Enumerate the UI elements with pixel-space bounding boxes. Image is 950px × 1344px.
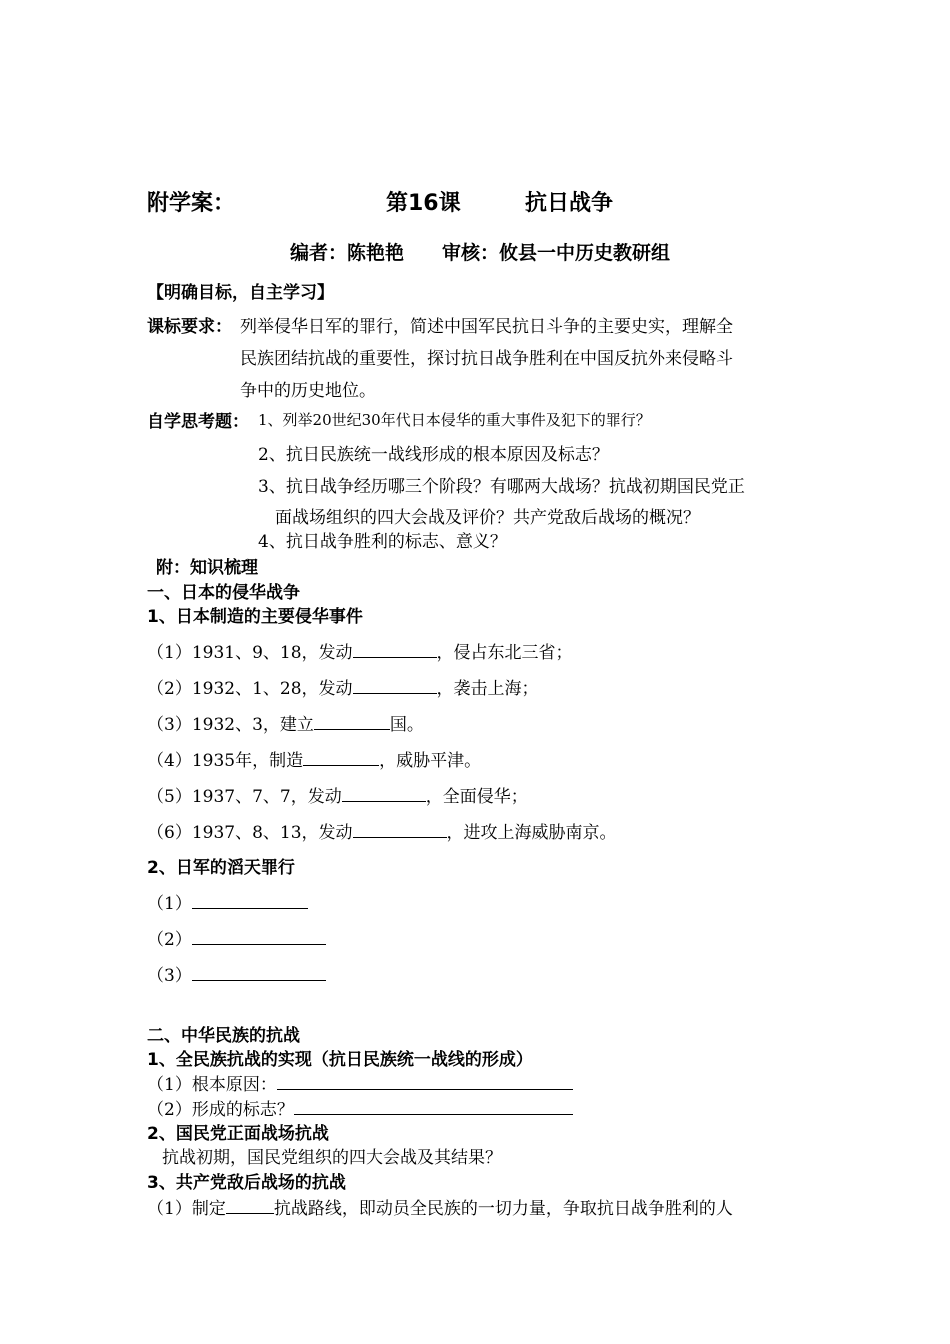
section-heading-goals: 【明确目标，自主学习】 — [147, 283, 334, 303]
part2-sub1: 1、全民族抗战的实现（抗日民族统一战线的形成） — [147, 1050, 533, 1070]
answer-blank[interactable] — [277, 1073, 573, 1090]
crime-item: （1） — [147, 889, 308, 914]
answer-blank[interactable] — [294, 1098, 573, 1115]
standard-line: 争中的历史地位。 — [240, 381, 376, 401]
doc-label: 附学案： — [147, 191, 236, 216]
question-item: 3、抗日战争经历哪三个阶段？有哪两大战场？抗战初期国民党正 — [258, 477, 745, 497]
answer-blank[interactable] — [314, 713, 390, 730]
question-item: 1、列举20世纪30年代日本侵华的重大事件及犯下的罪行？ — [258, 411, 651, 429]
questions-label: 自学思考题： — [147, 412, 249, 432]
event-item: （1）1931、9、18，发动 ，侵占东北三省； — [147, 643, 573, 663]
strategy-item: （1）制定 抗战路线，即动员全民族的一切力量，争取抗日战争胜利的人 — [147, 1199, 733, 1219]
event-item: （6）1937、8、13，发动 ，进攻上海威胁南京。 — [147, 823, 617, 843]
answer-blank[interactable] — [192, 928, 326, 945]
part1-sub1: 1、日本制造的主要侵华事件 — [147, 607, 363, 627]
part2-sub2-text: 抗战初期，国民党组织的四大会战及其结果？ — [162, 1148, 502, 1168]
lesson-number: 第16课 — [386, 191, 461, 216]
part2-title: 二、中华民族的抗战 — [147, 1026, 300, 1046]
event-item: （3）1932、3，建立 国。 — [147, 715, 424, 735]
part2-sub3: 3、共产党敌后战场的抗战 — [147, 1173, 346, 1193]
crime-item: （2） — [147, 925, 326, 950]
credits: 编者：陈艳艳 审核：攸县一中历史教研组 — [290, 242, 671, 264]
knowledge-heading: 附：知识梳理 — [156, 558, 258, 578]
answer-blank[interactable] — [353, 641, 437, 658]
part2-sub2: 2、国民党正面战场抗战 — [147, 1124, 329, 1144]
answer-blank[interactable] — [192, 964, 326, 981]
event-item: （5）1937、7、7，发动 ，全面侵华； — [147, 787, 528, 807]
question-item: 2、抗日民族统一战线形成的根本原因及标志？ — [258, 445, 609, 465]
reason-item: （1）根本原因： — [147, 1070, 573, 1095]
answer-blank[interactable] — [303, 749, 379, 766]
answer-blank[interactable] — [353, 821, 447, 838]
standard-line: 列举侵华日军的罪行，简述中国军民抗日斗争的主要史实，理解全 — [240, 317, 733, 337]
answer-blank[interactable] — [226, 1197, 274, 1214]
part1-title: 一、日本的侵华战争 — [147, 583, 300, 603]
event-item: （2）1932、1、28，发动 ，袭击上海； — [147, 679, 539, 699]
page-title: 抗日战争 — [525, 191, 614, 216]
event-item: （4）1935年，制造 ，威胁平津。 — [147, 751, 482, 771]
answer-blank[interactable] — [342, 785, 426, 802]
question-item: 4、抗日战争胜利的标志、意义？ — [258, 532, 507, 552]
sign-item: （2）形成的标志？ — [147, 1095, 573, 1120]
crime-item: （3） — [147, 961, 326, 986]
answer-blank[interactable] — [353, 677, 437, 694]
answer-blank[interactable] — [192, 892, 308, 909]
question-item: 面战场组织的四大会战及评价？共产党敌后战场的概况？ — [275, 508, 700, 528]
standard-label: 课标要求： — [147, 317, 232, 337]
standard-line: 民族团结抗战的重要性，探讨抗日战争胜利在中国反抗外来侵略斗 — [240, 349, 733, 369]
part1-sub2: 2、日军的滔天罪行 — [147, 858, 295, 878]
